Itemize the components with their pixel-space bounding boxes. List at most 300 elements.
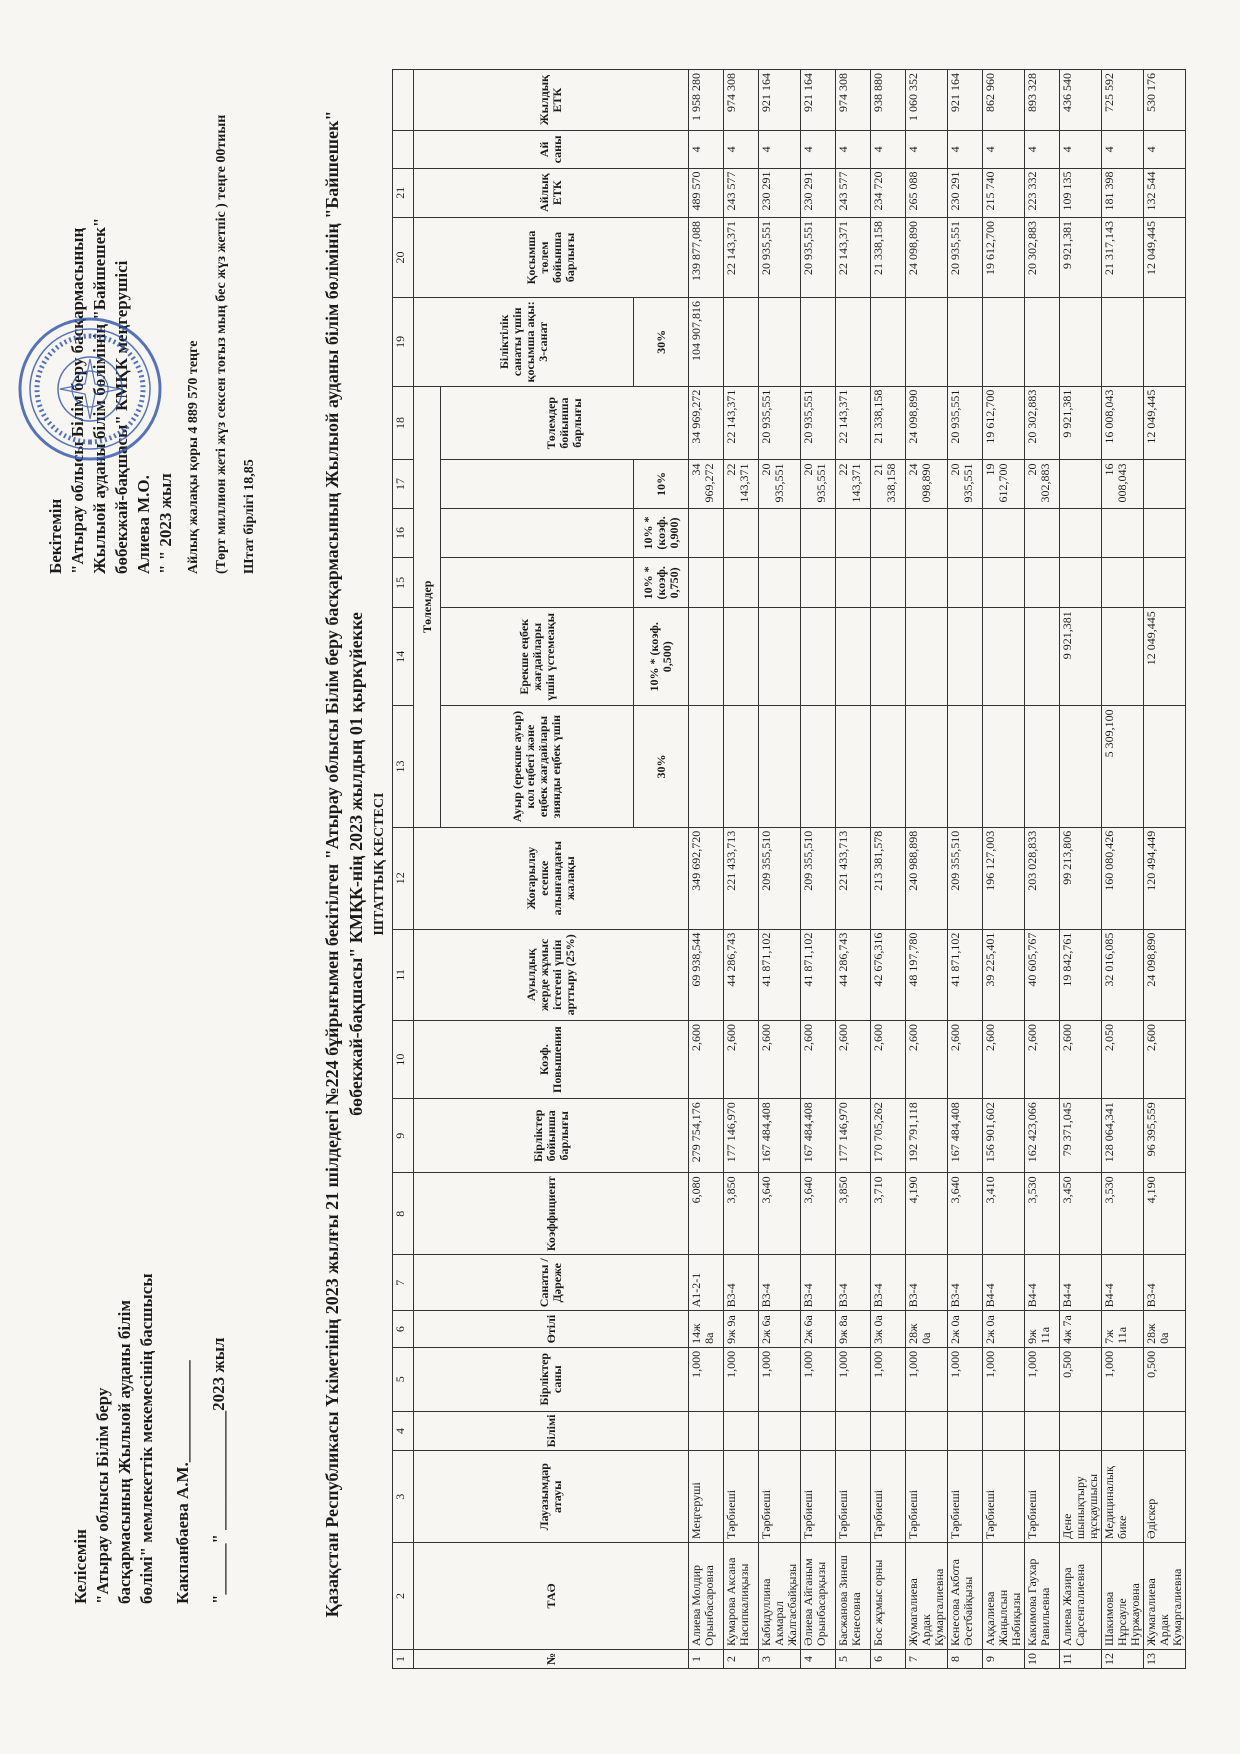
header-qualification: Біліктілік санаты үшін қосымша ақы: 3-санат bbox=[414, 297, 634, 386]
coef-increase-cell: 2,600 bbox=[689, 1020, 724, 1098]
special-pay-cell bbox=[689, 608, 724, 706]
hazard-pay-cell bbox=[724, 706, 759, 827]
position-title: Тәрбиеші bbox=[906, 1451, 948, 1543]
coef-increase-cell: 2,600 bbox=[836, 1020, 871, 1098]
header-sub-10-050: 10% * (коэф. 0,500) bbox=[634, 608, 689, 706]
payments-total-cell: 20 935,551 bbox=[948, 386, 983, 460]
column-number: 2 bbox=[393, 1542, 414, 1649]
increased-salary-cell: 221 433,713 bbox=[724, 827, 759, 929]
months-cell: 4 bbox=[1144, 131, 1186, 168]
column-number: 4 bbox=[393, 1411, 414, 1451]
monthly-etk-cell: 230 291 bbox=[759, 168, 801, 217]
payment-10-cell: 20 935,551 bbox=[801, 460, 836, 508]
row-number: 5 bbox=[836, 1649, 871, 1668]
coef-090-cell bbox=[1144, 508, 1186, 558]
rural-bonus-cell: 40 605,767 bbox=[1025, 929, 1060, 1020]
header-sub-10-090: 10% * (коэф. 0,900) bbox=[634, 508, 689, 558]
coef-increase-cell: 2,600 bbox=[724, 1020, 759, 1098]
coef-090-cell bbox=[871, 508, 906, 558]
payments-total-cell: 19 612,700 bbox=[983, 386, 1025, 460]
units-cell: 1,000 bbox=[759, 1347, 801, 1411]
header-extra-total: Қосымша төлем бойынша барлығы bbox=[414, 217, 689, 297]
hazard-pay-cell bbox=[1060, 706, 1102, 827]
qualification-cell bbox=[983, 297, 1025, 386]
salary-base-cell: 170 705,262 bbox=[871, 1099, 906, 1173]
qualification-cell bbox=[1060, 297, 1102, 386]
coefficient-cell: 4,190 bbox=[1144, 1173, 1186, 1255]
payment-10-cell: 16 008,043 bbox=[1102, 460, 1144, 508]
experience-cell: 2ж 6а bbox=[801, 1311, 836, 1347]
months-cell: 4 bbox=[1025, 131, 1060, 168]
column-number: 6 bbox=[393, 1311, 414, 1347]
education-cell bbox=[1025, 1411, 1060, 1451]
column-number: 12 bbox=[393, 827, 414, 929]
agreement-date: "______" ______________2023 жыл bbox=[209, 1337, 228, 1604]
qualification-cell bbox=[871, 297, 906, 386]
special-pay-cell bbox=[801, 608, 836, 706]
salary-base-cell: 279 754,176 bbox=[689, 1099, 724, 1173]
agreement-heading: Келісемін bbox=[71, 1529, 90, 1604]
coef-090-cell bbox=[948, 508, 983, 558]
months-cell: 4 bbox=[759, 131, 801, 168]
payment-10-cell: 21 338,158 bbox=[871, 460, 906, 508]
education-cell bbox=[871, 1411, 906, 1451]
increased-salary-cell: 221 433,713 bbox=[836, 827, 871, 929]
coef-increase-cell: 2,600 bbox=[906, 1020, 948, 1098]
qualification-cell bbox=[1102, 297, 1144, 386]
coef-075-cell bbox=[759, 558, 801, 608]
position-title: Тәрбиеші bbox=[871, 1451, 906, 1543]
experience-cell: 9ж 8а bbox=[836, 1311, 871, 1347]
employee-name: Алиева Молдир Орынбасаровна bbox=[689, 1542, 724, 1649]
header-coefficient: Коэффициент bbox=[414, 1173, 689, 1255]
category-cell: В3-4 bbox=[1144, 1255, 1186, 1311]
category-cell: В3-4 bbox=[836, 1255, 871, 1311]
hazard-pay-cell bbox=[759, 706, 801, 827]
extra-total-cell: 20 935,551 bbox=[801, 217, 836, 297]
payment-10-cell: 20 935,551 bbox=[759, 460, 801, 508]
increased-salary-cell: 349 692,720 bbox=[689, 827, 724, 929]
experience-cell: 4ж 7а bbox=[1060, 1311, 1102, 1347]
annual-etk-cell: 938 880 bbox=[871, 70, 906, 131]
months-cell: 4 bbox=[1102, 131, 1144, 168]
row-number: 9 bbox=[983, 1649, 1025, 1668]
annual-etk-cell: 893 328 bbox=[1025, 70, 1060, 131]
table-row bbox=[1102, 70, 1144, 1669]
column-number: 21 bbox=[393, 168, 414, 217]
header-sub-30b: 30% bbox=[634, 297, 689, 386]
coef-075-cell bbox=[1060, 558, 1102, 608]
coef-090-cell bbox=[906, 508, 948, 558]
rural-bonus-cell: 41 871,102 bbox=[801, 929, 836, 1020]
special-pay-cell bbox=[871, 608, 906, 706]
salary-base-cell: 96 395,559 bbox=[1144, 1099, 1186, 1173]
experience-cell: 28ж 0а bbox=[906, 1311, 948, 1347]
coef-increase-cell: 2,600 bbox=[801, 1020, 836, 1098]
education-cell bbox=[759, 1411, 801, 1451]
months-cell: 4 bbox=[983, 131, 1025, 168]
coef-increase-cell: 2,050 bbox=[1102, 1020, 1144, 1098]
column-number: 7 bbox=[393, 1255, 414, 1311]
coefficient-cell: 4,190 bbox=[906, 1173, 948, 1255]
column-number: 14 bbox=[393, 608, 414, 706]
units-cell: 1,000 bbox=[689, 1347, 724, 1411]
hazard-pay-cell: 5 309,100 bbox=[1102, 706, 1144, 827]
header-increased-salary: Жоғарылау есепке алынғандағы жалақы bbox=[414, 827, 689, 929]
header-monthly-etk: Айлық ЕТК bbox=[414, 168, 689, 217]
employee-name: Жумагалиева Ардак Кумаргалиевна bbox=[906, 1542, 948, 1649]
rural-bonus-cell: 19 842,761 bbox=[1060, 929, 1102, 1020]
payments-total-cell: 22 143,371 bbox=[724, 386, 759, 460]
payments-total-cell: 20 935,551 bbox=[801, 386, 836, 460]
position-title: Тәрбиеші bbox=[948, 1451, 983, 1543]
header-payments-total: Төлемдер бойынша барлығы bbox=[441, 386, 689, 460]
agreement-block bbox=[70, 1124, 230, 1604]
payment-10-cell: 20 302,883 bbox=[1025, 460, 1060, 508]
monthly-etk-cell: 230 291 bbox=[948, 168, 983, 217]
coef-090-cell bbox=[689, 508, 724, 558]
extra-total-cell: 24 098,890 bbox=[906, 217, 948, 297]
units-cell: 1,000 bbox=[871, 1347, 906, 1411]
table-row bbox=[906, 70, 948, 1669]
table-row bbox=[1060, 70, 1102, 1669]
coefficient-cell: 3,410 bbox=[983, 1173, 1025, 1255]
increased-salary-cell: 209 355,510 bbox=[759, 827, 801, 929]
hazard-pay-cell bbox=[983, 706, 1025, 827]
monthly-etk-cell: 230 291 bbox=[801, 168, 836, 217]
table-row bbox=[871, 70, 906, 1669]
header-name: ТАӘ bbox=[414, 1542, 689, 1649]
header-hazard: Ауыр (ерекше ауыр) кол еңбегі және еңбек жағдайлары зиянды еңбек үшін bbox=[441, 706, 634, 827]
payments-total-cell: 9 921,381 bbox=[1060, 386, 1102, 460]
row-number: 4 bbox=[801, 1649, 836, 1668]
hazard-pay-cell bbox=[1144, 706, 1186, 827]
months-cell: 4 bbox=[871, 131, 906, 168]
header-units: Бірліктер саны bbox=[414, 1347, 689, 1411]
annual-etk-cell: 1 958 280 bbox=[689, 70, 724, 131]
rural-bonus-cell: 44 286,743 bbox=[836, 929, 871, 1020]
increased-salary-cell: 203 028,833 bbox=[1025, 827, 1060, 929]
coef-075-cell bbox=[724, 558, 759, 608]
column-number: 1 bbox=[393, 1649, 414, 1668]
hazard-pay-cell bbox=[801, 706, 836, 827]
special-pay-cell: 12 049,445 bbox=[1144, 608, 1186, 706]
column-number: 9 bbox=[393, 1099, 414, 1173]
agreement-org-line: бөлімі" мемлекеттік мекемесінің басшысы bbox=[137, 1273, 156, 1604]
header-special: Ерекше еңбек жағдайлары үшін үстемеақы bbox=[441, 608, 634, 706]
special-pay-cell bbox=[759, 608, 801, 706]
approval-heading: Бекітемін bbox=[46, 498, 65, 574]
position-title: Медициналық бике bbox=[1102, 1451, 1144, 1543]
extra-total-cell: 20 935,551 bbox=[948, 217, 983, 297]
payment-10-cell bbox=[1144, 460, 1186, 508]
employee-name: Алиева Жазира Сарсенгалиевна bbox=[1060, 1542, 1102, 1649]
salary-base-cell: 177 146,970 bbox=[724, 1099, 759, 1173]
payment-10-cell: 22 143,371 bbox=[724, 460, 759, 508]
table-row bbox=[1144, 70, 1186, 1669]
agreement-signer: Какпанбаева А.М.____________ bbox=[173, 1360, 192, 1604]
extra-total-cell: 21 338,158 bbox=[871, 217, 906, 297]
experience-cell: 2ж 0а bbox=[983, 1311, 1025, 1347]
education-cell bbox=[983, 1411, 1025, 1451]
units-cell: 0,500 bbox=[1060, 1347, 1102, 1411]
position-title: Меңгеруші bbox=[689, 1451, 724, 1543]
experience-cell: 2ж 6а bbox=[759, 1311, 801, 1347]
column-number: 10 bbox=[393, 1020, 414, 1098]
special-pay-cell bbox=[1102, 608, 1144, 706]
column-number: 19 bbox=[393, 297, 414, 386]
annual-etk-cell: 530 176 bbox=[1144, 70, 1186, 131]
education-cell bbox=[906, 1411, 948, 1451]
payment-10-cell: 34 969,272 bbox=[689, 460, 724, 508]
coef-075-cell bbox=[801, 558, 836, 608]
approval-date: " " 2023 жыл bbox=[156, 473, 175, 574]
approval-staff-count: Штат бірлігі 18,85 bbox=[242, 459, 257, 574]
row-number: 10 bbox=[1025, 1649, 1060, 1668]
header-rural: Ауылдық жерде жұмыс істегені үшін арттыру (25%) bbox=[414, 929, 689, 1020]
column-number: 20 bbox=[393, 217, 414, 297]
category-cell: В4-4 bbox=[1102, 1255, 1144, 1311]
extra-total-cell: 21 317,143 bbox=[1102, 217, 1144, 297]
employee-name: Кенесова Акбота Әсетбайқызы bbox=[948, 1542, 983, 1649]
staff-table bbox=[392, 69, 1186, 1669]
coef-075-cell bbox=[689, 558, 724, 608]
annual-etk-cell: 436 540 bbox=[1060, 70, 1102, 131]
rural-bonus-cell: 39 225,401 bbox=[983, 929, 1025, 1020]
category-cell: В4-4 bbox=[1060, 1255, 1102, 1311]
coef-increase-cell: 2,600 bbox=[1060, 1020, 1102, 1098]
extra-total-cell: 139 877,088 bbox=[689, 217, 724, 297]
rural-bonus-cell: 41 871,102 bbox=[759, 929, 801, 1020]
experience-cell: 7ж 11а bbox=[1102, 1311, 1144, 1347]
header-blank bbox=[441, 558, 634, 608]
employee-name: Кумарова Аксана Насипкалиқызы bbox=[724, 1542, 759, 1649]
education-cell bbox=[948, 1411, 983, 1451]
coef-075-cell bbox=[948, 558, 983, 608]
payment-10-cell: 22 143,371 bbox=[836, 460, 871, 508]
coef-075-cell bbox=[871, 558, 906, 608]
qualification-cell bbox=[948, 297, 983, 386]
rural-bonus-cell: 24 098,890 bbox=[1144, 929, 1186, 1020]
table-row bbox=[1025, 70, 1060, 1669]
units-cell: 1,000 bbox=[983, 1347, 1025, 1411]
qualification-cell bbox=[724, 297, 759, 386]
header-position: Лауазымдар атауы bbox=[414, 1451, 689, 1543]
employee-name: Какимова Гаухар Равильевна bbox=[1025, 1542, 1060, 1649]
row-number: 3 bbox=[759, 1649, 801, 1668]
header-months: Ай саны bbox=[414, 131, 689, 168]
coef-increase-cell: 2,600 bbox=[1144, 1020, 1186, 1098]
special-pay-cell bbox=[836, 608, 871, 706]
rural-bonus-cell: 32 016,085 bbox=[1102, 929, 1144, 1020]
document-title: ШТАТТЫҚ КЕСТЕСІ bbox=[372, 792, 387, 936]
extra-total-cell: 22 143,371 bbox=[836, 217, 871, 297]
experience-cell: 9ж 11а bbox=[1025, 1311, 1060, 1347]
months-cell: 4 bbox=[948, 131, 983, 168]
monthly-etk-cell: 243 577 bbox=[836, 168, 871, 217]
months-cell: 4 bbox=[724, 131, 759, 168]
position-title: Тәрбиеші bbox=[801, 1451, 836, 1543]
rural-bonus-cell: 48 197,780 bbox=[906, 929, 948, 1020]
annual-etk-cell: 921 164 bbox=[759, 70, 801, 131]
extra-total-cell: 20 302,883 bbox=[1025, 217, 1060, 297]
special-pay-cell bbox=[948, 608, 983, 706]
education-cell bbox=[1102, 1411, 1144, 1451]
hazard-pay-cell bbox=[948, 706, 983, 827]
payment-10-cell bbox=[1060, 460, 1102, 508]
experience-cell: 2ж 0а bbox=[948, 1311, 983, 1347]
special-pay-cell bbox=[906, 608, 948, 706]
annual-etk-cell: 974 308 bbox=[724, 70, 759, 131]
category-cell: В4-4 bbox=[983, 1255, 1025, 1311]
table-row bbox=[724, 70, 759, 1669]
extra-total-cell: 9 921,381 bbox=[1060, 217, 1102, 297]
employee-name: Әлиева Айганым Орынбасарқызы bbox=[801, 1542, 836, 1649]
employee-name: Аққалиева Жаңылсын Нәбиқызы bbox=[983, 1542, 1025, 1649]
row-number: 1 bbox=[689, 1649, 724, 1668]
monthly-etk-cell: 181 398 bbox=[1102, 168, 1144, 217]
employee-name: Кабидуллина Акмарал Жалгасбайқызы bbox=[759, 1542, 801, 1649]
coefficient-cell: 3,710 bbox=[871, 1173, 906, 1255]
header-blank bbox=[441, 508, 634, 558]
coef-increase-cell: 2,600 bbox=[759, 1020, 801, 1098]
approval-signer: Алиева М.О. bbox=[134, 475, 153, 574]
units-cell: 1,000 bbox=[836, 1347, 871, 1411]
annual-etk-cell: 1 060 352 bbox=[906, 70, 948, 131]
coefficient-cell: 3,850 bbox=[836, 1173, 871, 1255]
coef-increase-cell: 2,600 bbox=[1025, 1020, 1060, 1098]
education-cell bbox=[1060, 1411, 1102, 1451]
header-blank bbox=[441, 460, 634, 508]
experience-cell: 28ж 0а bbox=[1144, 1311, 1186, 1347]
employee-name: Басжанова Зинеш Кенесовна bbox=[836, 1542, 871, 1649]
position-title: Тәрбиеші bbox=[759, 1451, 801, 1543]
units-cell: 1,000 bbox=[1025, 1347, 1060, 1411]
increased-salary-cell: 240 988,898 bbox=[906, 827, 948, 929]
header-annual-etk: Жылдық ЕТК bbox=[414, 70, 689, 131]
coef-090-cell bbox=[801, 508, 836, 558]
special-pay-cell bbox=[1025, 608, 1060, 706]
coef-090-cell bbox=[983, 508, 1025, 558]
employee-name: Жумагалиева Ардак Кумаргалиевна bbox=[1144, 1542, 1186, 1649]
units-cell: 1,000 bbox=[724, 1347, 759, 1411]
monthly-etk-cell: 132 544 bbox=[1144, 168, 1186, 217]
row-number: 6 bbox=[871, 1649, 906, 1668]
payment-10-cell: 19 612,700 bbox=[983, 460, 1025, 508]
coef-075-cell bbox=[1102, 558, 1144, 608]
coef-increase-cell: 2,600 bbox=[871, 1020, 906, 1098]
approval-org-line: "Атырау облысы Білім беру басқармасының bbox=[68, 227, 87, 574]
header-sub-10: 10% bbox=[634, 460, 689, 508]
rural-bonus-cell: 69 938,544 bbox=[689, 929, 724, 1020]
payments-total-cell: 21 338,158 bbox=[871, 386, 906, 460]
position-title: Тәрбиеші bbox=[983, 1451, 1025, 1543]
payments-total-cell: 20 935,551 bbox=[759, 386, 801, 460]
header-sub-10-075: 10% * (коэф. 0,750) bbox=[634, 558, 689, 608]
header-education: Білімі bbox=[414, 1411, 689, 1451]
column-number: 15 bbox=[393, 558, 414, 608]
row-number: 12 bbox=[1102, 1649, 1144, 1668]
annual-etk-cell: 974 308 bbox=[836, 70, 871, 131]
header-experience: Өтілі bbox=[414, 1311, 689, 1347]
payments-total-cell: 34 969,272 bbox=[689, 386, 724, 460]
header-sub-30: 30% bbox=[634, 706, 689, 827]
qualification-cell bbox=[759, 297, 801, 386]
header-category: Санаты / Дәреже bbox=[414, 1255, 689, 1311]
coefficient-cell: 6,080 bbox=[689, 1173, 724, 1255]
coef-075-cell bbox=[983, 558, 1025, 608]
monthly-etk-cell: 223 332 bbox=[1025, 168, 1060, 217]
monthly-etk-cell: 234 720 bbox=[871, 168, 906, 217]
qualification-cell bbox=[836, 297, 871, 386]
qualification-cell bbox=[1144, 297, 1186, 386]
employee-name: Шакимова Нұрсауле Нуржауовна bbox=[1102, 1542, 1144, 1649]
payments-total-cell: 12 049,445 bbox=[1144, 386, 1186, 460]
header-payments: Төлемдер bbox=[414, 386, 441, 827]
extra-total-cell: 12 049,445 bbox=[1144, 217, 1186, 297]
table-row bbox=[948, 70, 983, 1669]
approval-block bbox=[45, 14, 261, 574]
payments-total-cell: 22 143,371 bbox=[836, 386, 871, 460]
experience-cell: 14ж 8а bbox=[689, 1311, 724, 1347]
row-number: 11 bbox=[1060, 1649, 1102, 1668]
category-cell: В3-4 bbox=[801, 1255, 836, 1311]
position-title: Тәрбиеші bbox=[724, 1451, 759, 1543]
rural-bonus-cell: 42 676,316 bbox=[871, 929, 906, 1020]
hazard-pay-cell bbox=[689, 706, 724, 827]
coefficient-cell: 3,530 bbox=[1025, 1173, 1060, 1255]
coefficient-cell: 3,640 bbox=[801, 1173, 836, 1255]
coef-075-cell bbox=[1025, 558, 1060, 608]
experience-cell: 9ж 9а bbox=[724, 1311, 759, 1347]
agreement-org-line: "Атырау облысы Білім беру bbox=[93, 1387, 112, 1604]
monthly-etk-cell: 243 577 bbox=[724, 168, 759, 217]
row-number: 13 bbox=[1144, 1649, 1186, 1668]
table-row bbox=[689, 70, 724, 1669]
education-cell bbox=[1144, 1411, 1186, 1451]
category-cell: В3-4 bbox=[724, 1255, 759, 1311]
annual-etk-cell: 921 164 bbox=[801, 70, 836, 131]
coef-075-cell bbox=[1144, 558, 1186, 608]
salary-base-cell: 162 423,066 bbox=[1025, 1099, 1060, 1173]
increased-salary-cell: 120 494,449 bbox=[1144, 827, 1186, 929]
increased-salary-cell: 196 127,003 bbox=[983, 827, 1025, 929]
row-number: 7 bbox=[906, 1649, 948, 1668]
special-pay-cell: 9 921,381 bbox=[1060, 608, 1102, 706]
increased-salary-cell: 213 381,578 bbox=[871, 827, 906, 929]
order-title: Қазақстан Республикасы Үкіметінің 2023 жылғы 21 шілдедегі №224 бұйрығымен бекітілген "Атырау облысы Білім беру басқармасының Жылыой ауданы білім бөлімінің "Байшешек" бөбекжай-бақшасы" КМҚК-нің 2023 жылдың 01 қыркүйекке bbox=[322, 110, 366, 1618]
special-pay-cell bbox=[724, 608, 759, 706]
category-cell: В4-4 bbox=[1025, 1255, 1060, 1311]
column-number: 18 bbox=[393, 386, 414, 460]
months-cell: 4 bbox=[689, 131, 724, 168]
rural-bonus-cell: 44 286,743 bbox=[724, 929, 759, 1020]
education-cell bbox=[801, 1411, 836, 1451]
hazard-pay-cell bbox=[871, 706, 906, 827]
salary-base-cell: 192 791,118 bbox=[906, 1099, 948, 1173]
column-number: 8 bbox=[393, 1173, 414, 1255]
column-number: 11 bbox=[393, 929, 414, 1020]
category-cell: В3-4 bbox=[906, 1255, 948, 1311]
payments-total-cell: 24 098,890 bbox=[906, 386, 948, 460]
table-row bbox=[983, 70, 1025, 1669]
coef-090-cell bbox=[1102, 508, 1144, 558]
category-cell: В3-4 bbox=[759, 1255, 801, 1311]
approval-org-line: Жылыой ауданы білім бөлімінің "Байшешек" bbox=[90, 217, 109, 574]
months-cell: 4 bbox=[1060, 131, 1102, 168]
increased-salary-cell: 209 355,510 bbox=[801, 827, 836, 929]
category-cell: А1-2-1 bbox=[689, 1255, 724, 1311]
